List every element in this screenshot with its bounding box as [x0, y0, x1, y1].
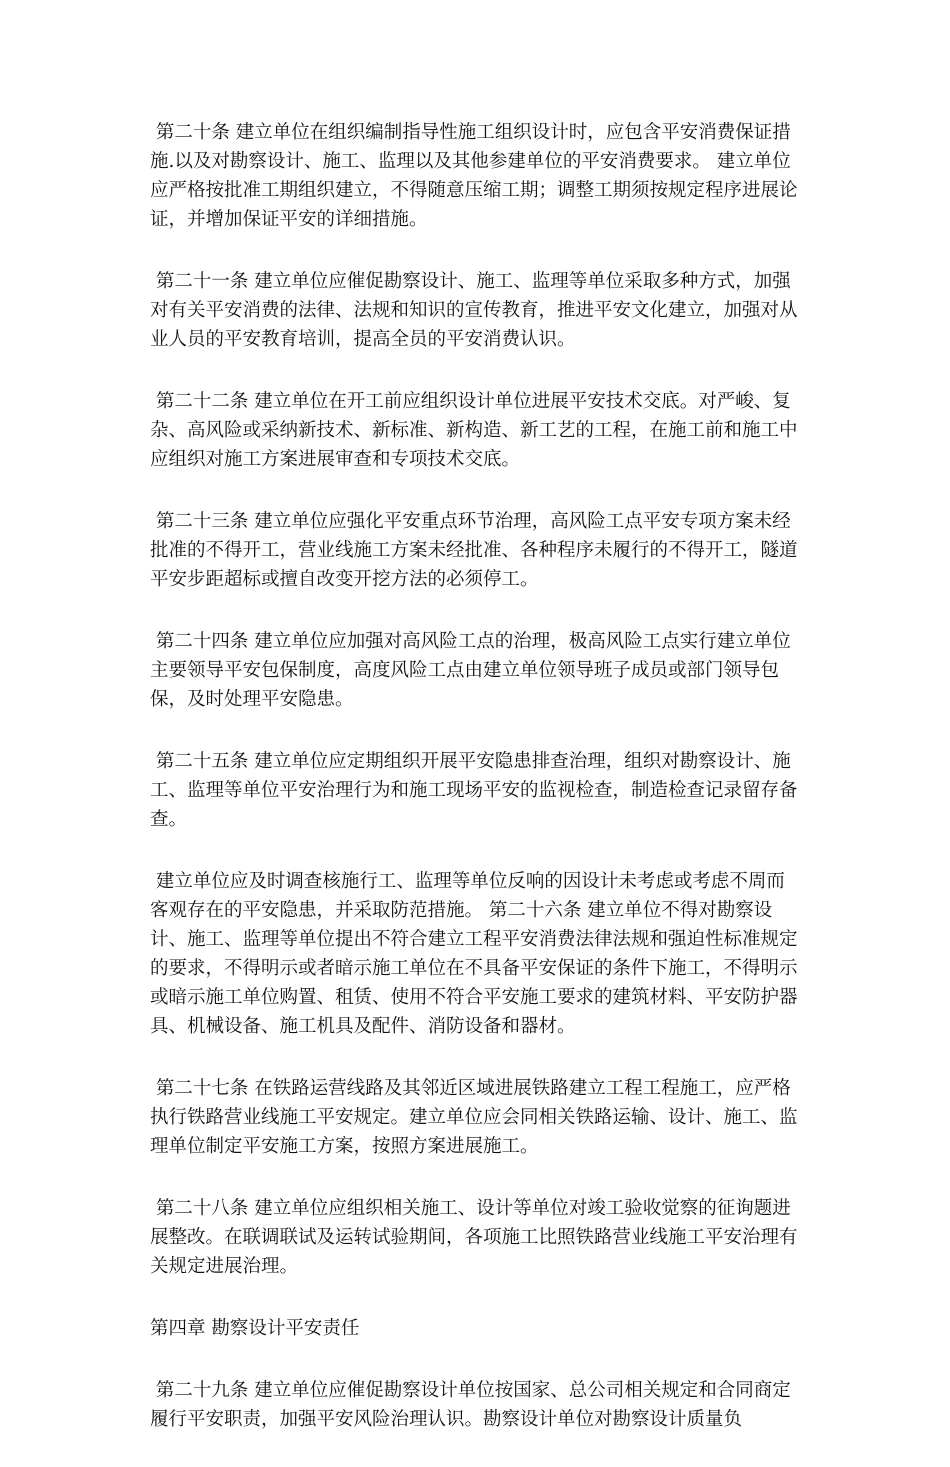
article-22: 第二十二条 建立单位在开工前应组织设计单位进展平安技术交底。对严峻、复杂、高风险或采纳新技术、新标准、新构造、新工艺的工程，在施工前和施工中应组织对施工方案进展审查和专项技术交底。: [150, 391, 798, 470]
article-25-continuation-26: 建立单位应及时调查核施行工、监理等单位反响的因设计未考虑或考虑不周而客观存在的平安隐患，并采取防范措施。 第二十六条 建立单位不得对勘察设计、施工、监理等单位提出不符合建立工程平安消费法律法规和强迫性标准规定的要求，不得明示或者暗示施工单位在不具备平安保证的条件下施工，不得明示或暗示施工单位购置、租赁、使用不符合平安施工要求的建筑材料、平安防护器具、机械设备、施工机具及配件、消防设备和器材。: [150, 871, 798, 1037]
article-21: 第二十一条 建立单位应催促勘察设计、施工、监理等单位采取多种方式，加强对有关平安消费的法律、法规和知识的宣传教育，推进平安文化建立，加强对从业人员的平安教育培训，提高全员的平安消费认识。: [150, 271, 798, 350]
article-27: 第二十七条 在铁路运营线路及其邻近区域进展铁路建立工程工程施工，应严格执行铁路营业线施工平安规定。建立单位应会同相关铁路运输、设计、施工、监理单位制定平安施工方案，按照方案进展施工。: [150, 1078, 798, 1157]
article-25: 第二十五条 建立单位应定期组织开展平安隐患排查治理，组织对勘察设计、施工、监理等单位平安治理行为和施工现场平安的监视检查，制造检查记录留存备查。: [150, 751, 798, 830]
chapter-heading: 第四章 勘察设计平安责任: [150, 1318, 360, 1339]
article-24: 第二十四条 建立单位应加强对高风险工点的治理，极高风险工点实行建立单位主要领导平安包保制度，高度风险工点由建立单位领导班子成员或部门领导包保，及时处理平安隐患。: [150, 631, 791, 710]
document-page: [150, 118, 798, 1467]
article-20: 第二十条 建立单位在组织编制指导性施工组织设计时，应包含平安消费保证措施.以及对勘察设计、施工、监理以及其他参建单位的平安消费要求。 建立单位应严格按批准工期组织建立，不得随意压缩工期；调整工期须按规定程序进展论证，并增加保证平安的详细措施。: [150, 122, 798, 230]
article-29: 第二十九条 建立单位应催促勘察设计单位按国家、总公司相关规定和合同商定履行平安职责，加强平安风险治理认识。勘察设计单位对勘察设计质量负: [150, 1380, 791, 1430]
article-23: 第二十三条 建立单位应强化平安重点环节治理，高风险工点平安专项方案未经批准的不得开工，营业线施工方案未经批准、各种程序未履行的不得开工，隧道平安步距超标或擅自改变开挖方法的必须停工。: [150, 511, 798, 590]
article-28: 第二十八条 建立单位应组织相关施工、设计等单位对竣工验收觉察的征询题进展整改。在联调联试及运转试验期间，各项施工比照铁路营业线施工平安治理有关规定进展治理。: [150, 1198, 798, 1277]
